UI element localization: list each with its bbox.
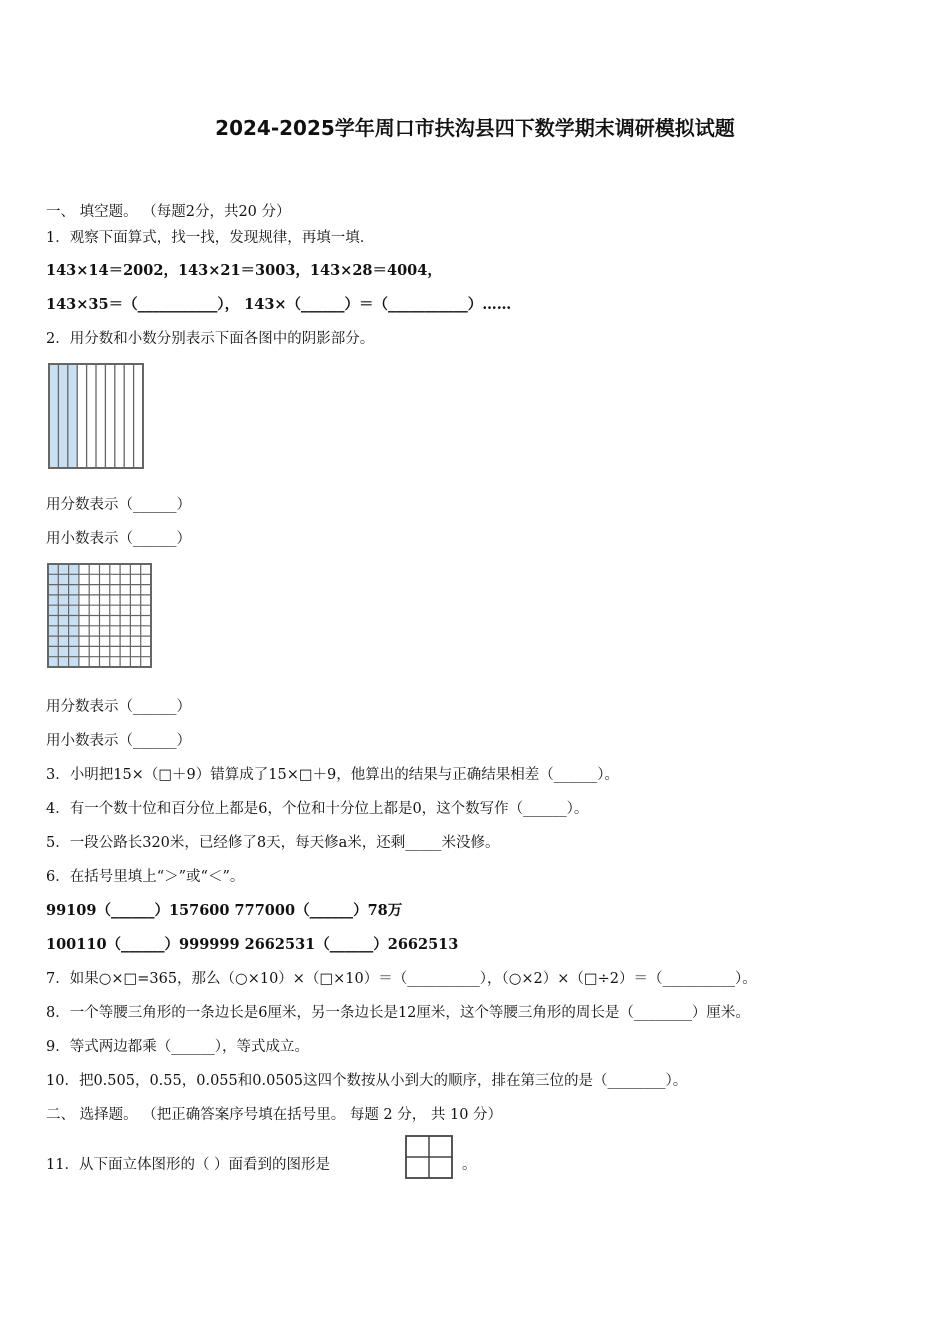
hundred-grid-figure [46, 562, 153, 669]
shaded-region [49, 364, 77, 468]
column-fraction-figure [47, 362, 147, 470]
question-6-row-2: 100110（______）999999 2662531（______）2662513 [46, 936, 459, 953]
question-6-prompt: 6．在括号里填上“＞”或“＜”。 [46, 869, 245, 885]
question-10: 10．把0.505，0.55，0.055和0.0505这四个数按从小到大的顺序，排在第三位的是（________）。 [46, 1073, 688, 1089]
decimal-answer-2: 用小数表示（______） [46, 733, 191, 749]
question-1-prompt: 1．观察下面算式，找一找，发现规律，再填一填． [46, 230, 375, 246]
fraction-answer-2: 用分数表示（______） [46, 699, 191, 715]
page-title: 2024-2025学年周口市扶沟县四下数学期末调研模拟试题 [215, 116, 735, 140]
question-11-prompt: 11．从下面立体图形的（ ）面看到的图形是 [46, 1157, 331, 1173]
question-1-blanks: 143×35＝（___________）， 143×（______）＝（___________）…… [46, 296, 512, 313]
question-2-prompt: 2．用分数和小数分别表示下面各图中的阴影部分。 [46, 331, 375, 347]
question-1-pattern: 143×14＝2002，143×21＝3003，143×28＝4004， [46, 262, 442, 279]
question-4: 4．有一个数十位和百分位上都是6，个位和十分位上都是0，这个数写作（______）。 [46, 801, 589, 817]
fraction-answer-1: 用分数表示（______） [46, 497, 191, 513]
question-6-row-1: 99109（______）157600 777000（______）78万 [46, 902, 403, 919]
section-heading-choice: 二、 选择题。 （把正确答案序号填在括号里。 每题 2 分， 共 10 分） [46, 1107, 503, 1123]
question-11-suffix: 。 [462, 1157, 477, 1173]
question-7: 7．如果○×□=365，那么（○×10）×（□×10）＝（__________），（○×2）×（□÷2）＝（__________）。 [46, 971, 757, 987]
four-square-view-figure [404, 1134, 454, 1180]
question-8: 8．一个等腰三角形的一条边长是6厘米，另一条边长是12厘米，这个等腰三角形的周长是（________）厘米。 [46, 1005, 750, 1021]
question-3: 3．小明把15×（□＋9）错算成了15×□＋9，他算出的结果与正确结果相差（______）。 [46, 767, 620, 783]
section-heading-fill-in: 一、 填空题。 （每题2分，共20 分） [46, 204, 291, 220]
decimal-answer-1: 用小数表示（______） [46, 531, 191, 547]
question-5: 5．一段公路长320米，已经修了8天，每天修a米，还剩_____米没修。 [46, 835, 500, 851]
question-9: 9．等式两边都乘（______），等式成立。 [46, 1039, 309, 1055]
